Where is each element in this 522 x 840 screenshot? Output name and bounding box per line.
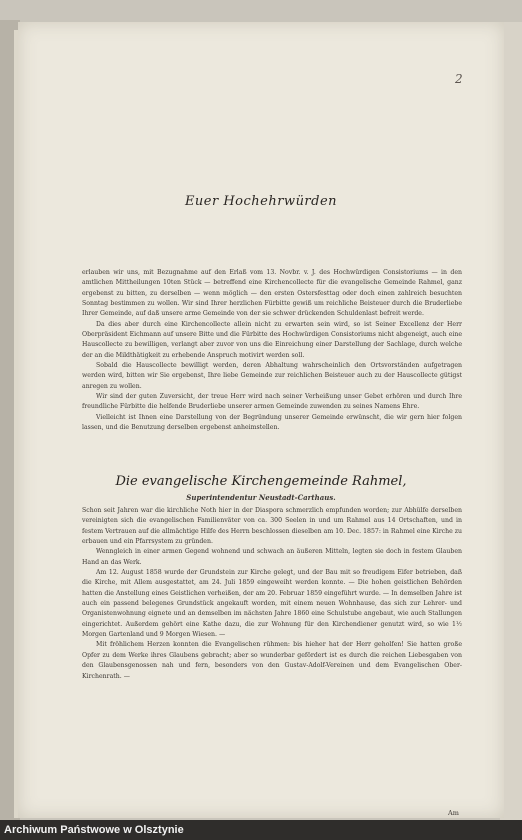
catchword: Am <box>448 809 459 817</box>
paragraph: Am 12. August 1858 wurde der Grundstein zur Kirche gelegt, und der Bau mit so freudigem Eifer betrieben, daß die Kirche, mit Allem ausgestattet, am 24. Juli 1859 eingeweiht werden konnte. — Die hohen geistlichen Behörden hatten die Anstellung eines Geistlichen verheißen, der am 20. Februar 1859 eingeführt wurde. — In demselben Jahre ist auch ein passend belegenes Grundstück angekauft worden, mit einem neuen Wohnhause, das sich zur Lehrer- und Organistenwohnung eignete und an demselben im nächsten Jahre 1860 eine Schulstube angebaut, wie auch Stallungen eingerichtet. Außerdem gehört eine Kathe dazu, die zur Wohnung für den Kirchendiener genutzt wird, so wie 1½ Morgen Gartenland und 9 Morgen Wiesen. — <box>82 569 462 639</box>
letter-body <box>82 268 462 434</box>
paragraph: Sobald die Hauscollecte bewilligt werden, deren Abhaltung wahrscheinlich den Ortsvorständen aufgetragen werden wird, bitten wir Sie ergebenst, Ihre liebe Gemeinde zur reichlichen Beisteuer auch zu der Hauscollecte gütigst anregen zu wollen. <box>82 362 462 390</box>
page-number: 2 <box>455 72 463 86</box>
paragraph: Wenngleich in einer armen Gegend wohnend und schwach an äußeren Mitteln, legten sie doch in festem Glauben Hand an das Werk. <box>82 548 462 566</box>
paragraph: erlauben wir uns, mit Bezugnahme auf den Erlaß vom 13. Novbr. v. J. des Hochwürdigen Consistoriums — in den amtlichen Mittheilungen 10ten Stück — betreffend eine Kirchencollecte für die evangelische Gemeinde Rahmel, ganz ergebenst zu bitten, zu derselben — wenn möglich — den ersten Ostersfesttag oder doch einen zahlreich besuchten Sonntag bestimmen zu wollen. Wir sind Ihrer herzlichen Fürbitte gewiß um reichliche Beisteuer durch die Bruderliebe Ihrer Gemeinde, auf daß unsere arme Gemeinde von der sie schwer drückenden Schuldenlast befreit werde. <box>82 269 462 318</box>
paragraph: Schon seit Jahren war die kirchliche Noth hier in der Diaspora schmerzlich empfunden worden; zur Abhülfe derselben vereinigten sich die evangelischen Familienväter von ca. 300 Seelen in und um Rahmel aus 14 Ortschaften, und in festem Vertrauen auf die allmächtige Hilfe des Herrn beschlossen dieselben am 10. Dec. 1857: in Rahmel eine Kirche zu erbauen und ein Pfarrsystem zu gründen. <box>82 507 462 546</box>
document-page <box>18 22 504 818</box>
paragraph: Mit fröhlichem Herzen konnten die Evangelischen rühmen: bis hieher hat der Herr geholfen! Sie hatten große Opfer zu dem Werke ihres Glaubens gebracht; aber so wunderbar gefördert ist es durch die reichen Liebesgaben von den Glaubensgenossen nah und fern, besonders von den Gustav-Adolf-Vereinen und dem Evangelischen Ober-Kirchenrath. — <box>82 641 462 680</box>
archive-footer-label: Archiwum Państwowe w Olsztynie <box>4 824 184 836</box>
history-body <box>82 506 462 682</box>
section-title: Die evangelische Kirchengemeinde Rahmel, <box>115 474 407 489</box>
paragraph: Da dies aber durch eine Kirchencollecte allein nicht zu erwarten sein wird, so ist Seiner Excellenz der Herr Oberpräsident Eichmann auf unsere Bitte und die Fürbitte des Hochwürdigen Consistoriums nicht abgeneigt, auch eine Hauscollecte zu bewilligen, verlangt aber zuvor von uns die Einreichung einer Darstellung der Sachlage, durch welche der an die Mildthätigkeit zu erhebende Anspruch motivirt werden soll. <box>82 320 462 359</box>
paragraph: Wir sind der guten Zuversicht, der treue Herr wird nach seiner Verheißung unser Gebet erhören und durch Ihre freundliche Fürbitte die helfende Bruderliebe unserer armen Gemeinde zuwenden zu seines Namens Ehre. <box>82 393 462 411</box>
section-subtitle: Superintendentur Neustadt-Carthaus. <box>186 493 336 502</box>
paragraph: Vielleicht ist Ihnen eine Darstellung von der Begründung unserer Gemeinde erwünscht, die wir gern hier folgen lassen, und die Benutzung derselben ergebenst anheimstellen. <box>82 413 462 432</box>
salutation: Euer Hochehrwürden <box>184 194 338 209</box>
